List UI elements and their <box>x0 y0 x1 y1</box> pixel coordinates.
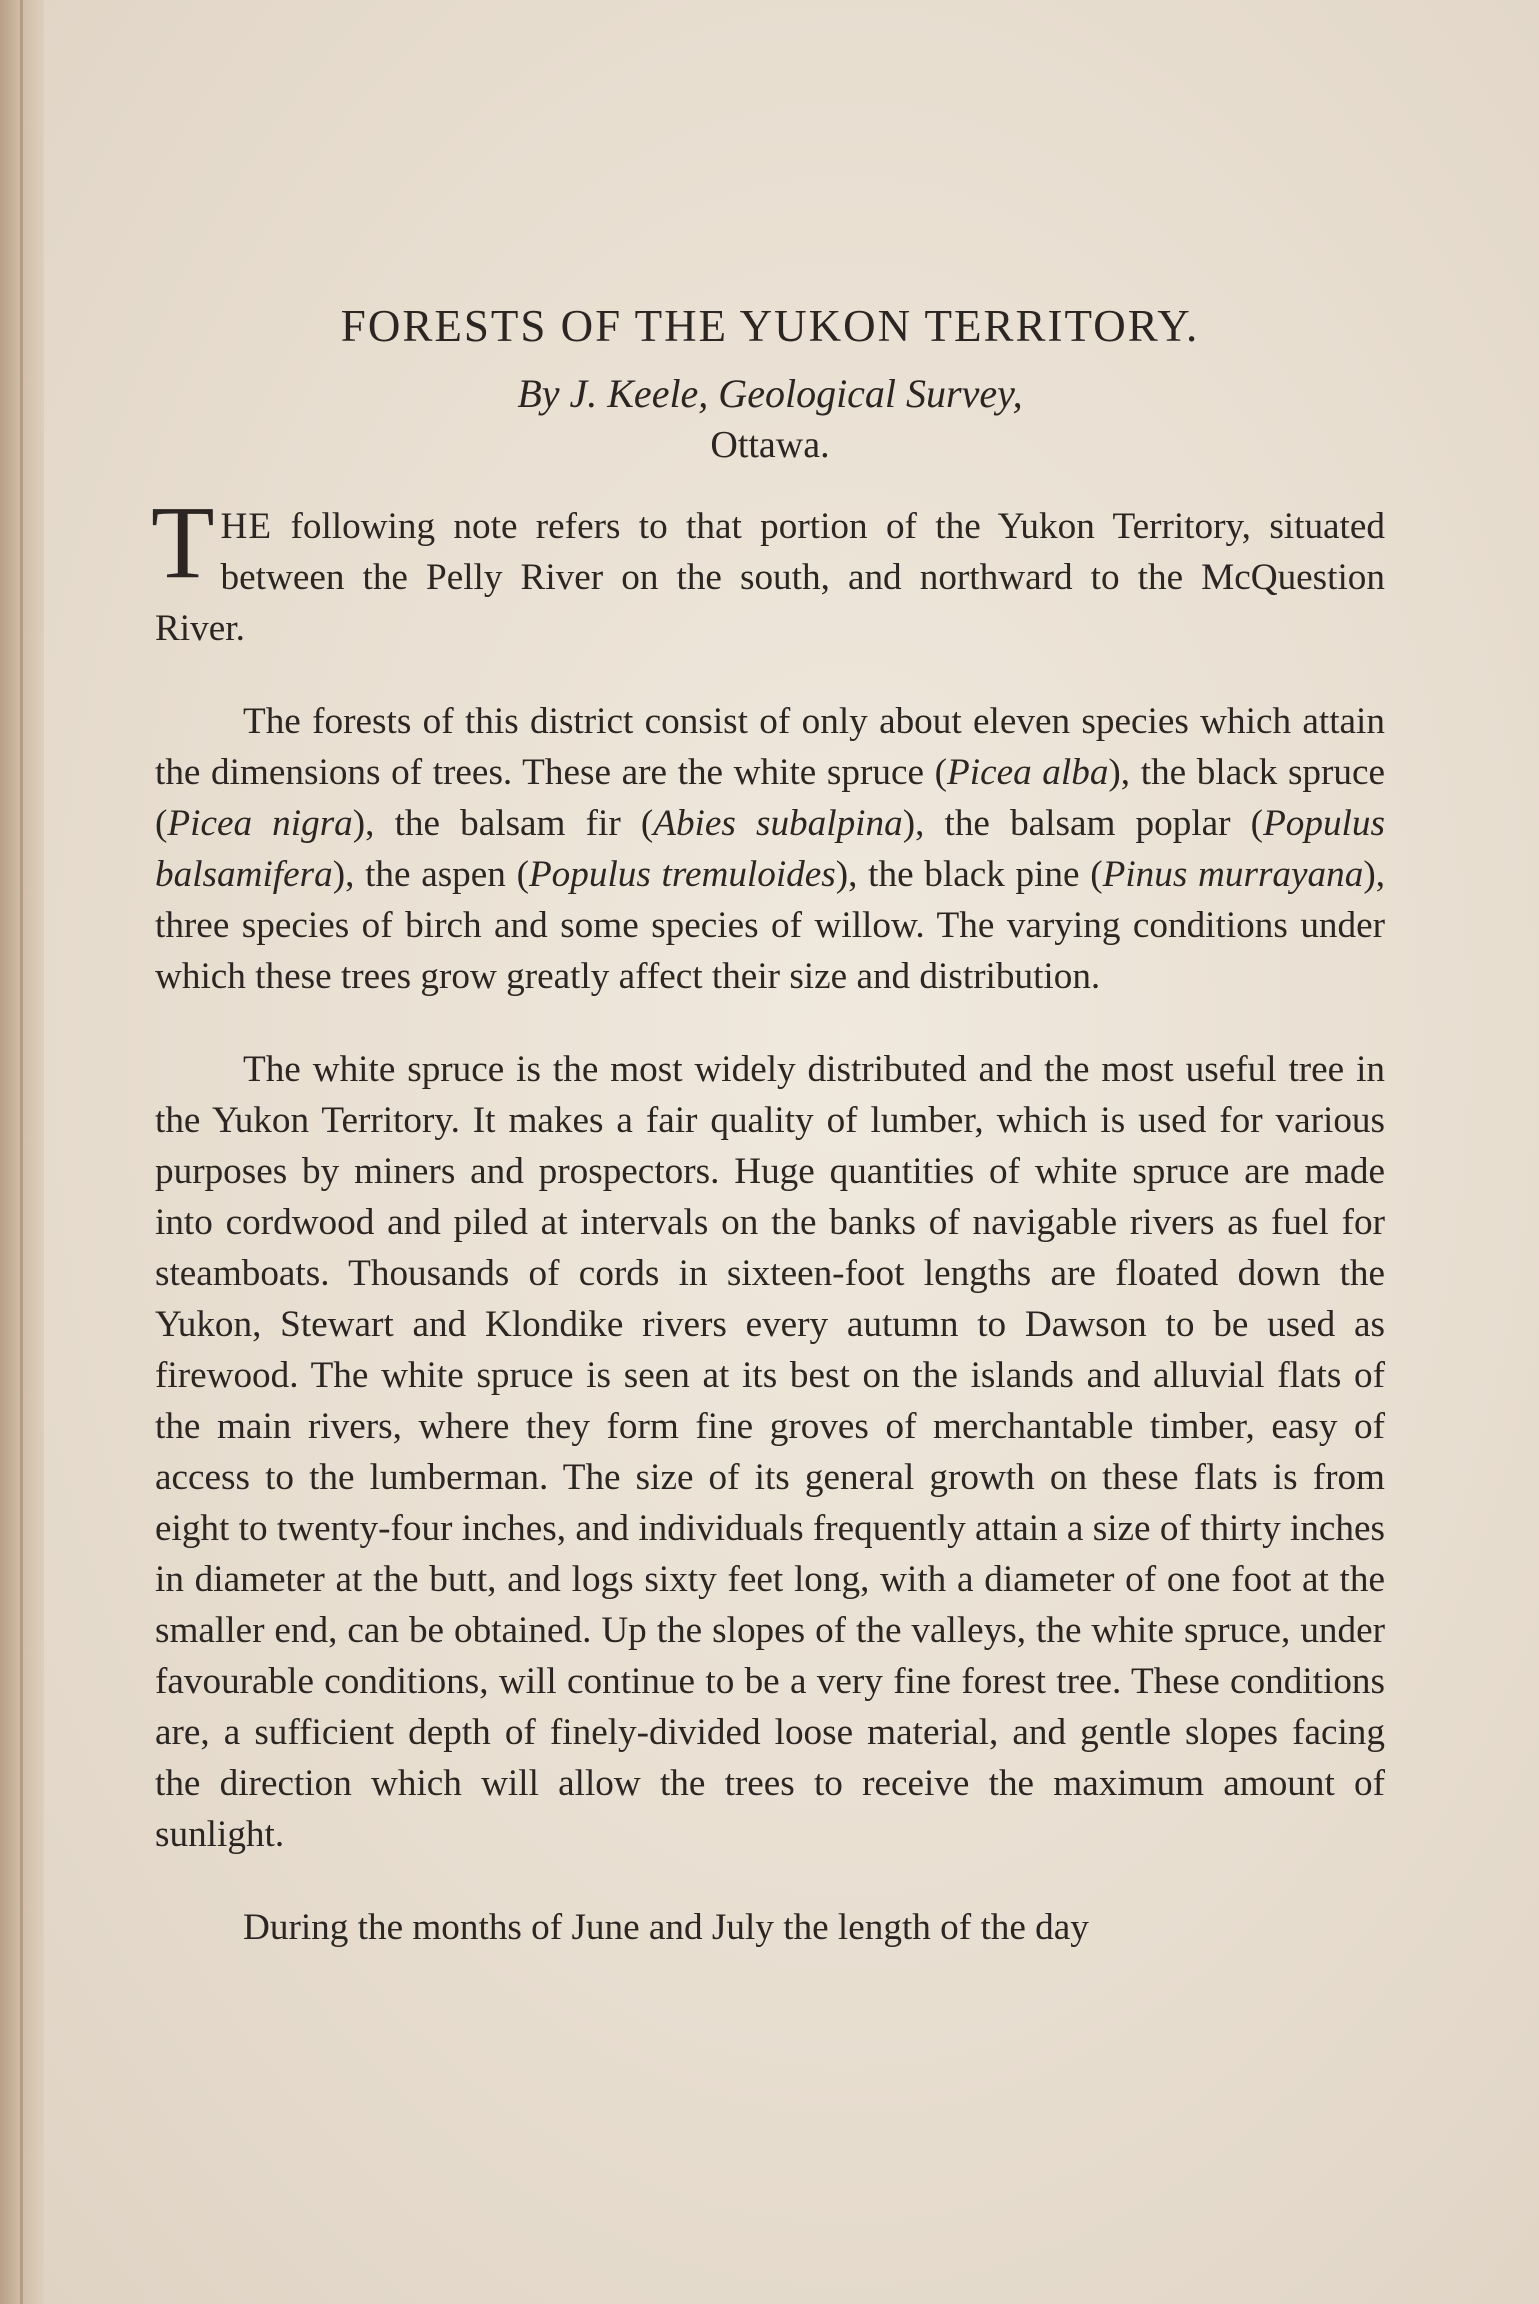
species-text: ), the balsam fir ( <box>352 803 654 844</box>
article-title: FORESTS OF THE YUKON TERRITORY. <box>340 301 1200 351</box>
species-text: ), the black spruce ( <box>155 752 1386 844</box>
species-latin-name: Populus balsamifera <box>155 803 1385 895</box>
drop-cap: T <box>151 485 215 600</box>
species-latin-name: Abies subalpina <box>653 803 903 844</box>
gutter-crease <box>20 0 23 2304</box>
article <box>151 300 1386 1995</box>
species-latin-name: Populus tremuloides <box>528 854 836 895</box>
species-latin-name: Picea alba <box>947 752 1109 793</box>
paragraph-white-spruce: The white spruce is the most widely distributed and the most useful tree in the Yukon Territory. It makes a fair quality of lumber, which is used for various purposes by miners and prospectors. Huge quantities of white spruce are made into cordwood and piled at intervals on the banks of navigable rivers as fuel for steamboats. Thousands of cords in sixteen-foot lengths are floated down the Yukon, Stewart and Klondike rivers every autumn to Dawson to be used as firewood. The white spruce is seen at its best on the islands and alluvial flats of the main rivers, where they form fine groves of merchantable timber, easy of access to the lumberman. The size of its general growth on these flats is from eight to twenty-four inches, and individuals frequently attain a size of thirty inches in diameter at the butt, and logs sixty feet long, with a diameter of one foot at the smaller end, can be obtained. Up the slopes of the valleys, the white spruce, under favourable conditions, will continue to be a very fine forest tree. These conditions are, a sufficient depth of finely-divided loose material, and gentle slopes facing the direction which will allow the trees to receive the maximum amount of sunlight. <box>155 1049 1385 1855</box>
article-place: Ottawa. <box>710 424 830 466</box>
intro-text: following note refers to that portion of the Yukon Territory, situated between the Pelly River on the south, and northward to the McQuestion River. <box>155 506 1385 649</box>
species-text: ), the black pine ( <box>835 854 1103 895</box>
species-text: The forests of this district consist of only about eleven species which attain the dimensions of trees. These are the white spruce ( <box>155 701 1385 793</box>
article-byline: By J. Keele, Geological Survey, <box>517 371 1023 416</box>
species-latin-name: Picea nigra <box>167 803 353 844</box>
species-text: ), the aspen ( <box>332 854 529 895</box>
paragraph-species <box>155 696 1385 1002</box>
intro-small-caps: HE <box>220 506 273 547</box>
species-text: ), three species of birch and some species of willow. The varying conditions under which these trees grow greatly affect their size and distribution. <box>155 854 1385 997</box>
paragraph-intro <box>151 485 1385 654</box>
species-text: ), the balsam poplar ( <box>902 803 1264 844</box>
paragraph-daylight: During the months of June and July the length of the day <box>243 1907 1089 1948</box>
species-latin-name: Pinus murrayana <box>1102 854 1364 895</box>
